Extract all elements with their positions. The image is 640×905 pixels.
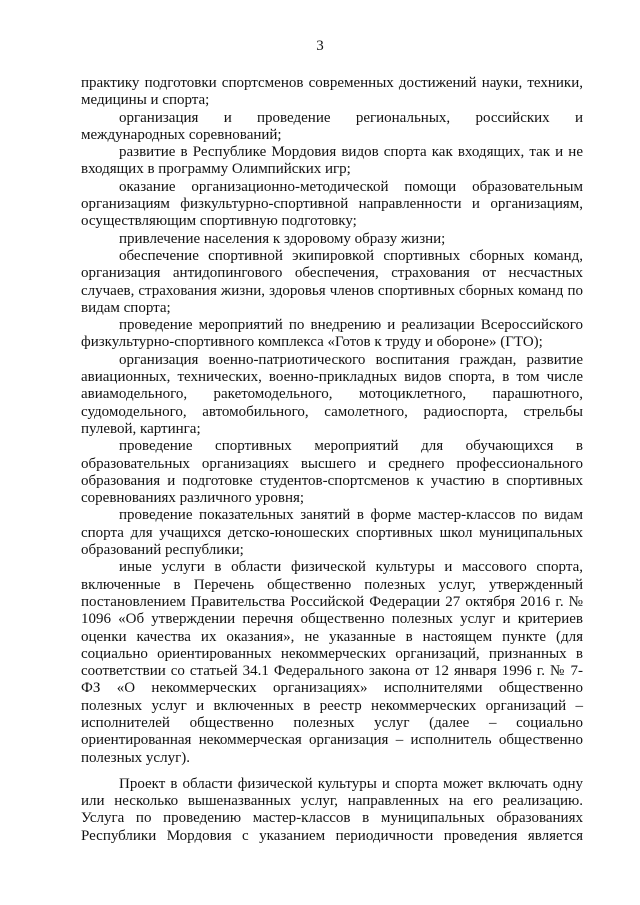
paragraph-military-patriotic: организация военно-патриотического воспитания граждан, развитие авиационных, технических, военно-прикладных видов спорта, в том числе авиамодельного, ракетомодельного, мотоциклетного, парашютного, судомодельного, автомобильного, самолетного, радиоспорта, стрельбы пулевой, картинга;: [81, 351, 583, 437]
paragraph-project: Проект в области физической культуры и спорта может включать одну или несколько вышеназванных услуг, направленных на его реализацию. Услуга по проведению мастер-классов в муниципальных образованиях Республики Мордовия с указанием периодичности проведения является: [81, 775, 583, 844]
paragraph-equipment: обеспечение спортивной экипировкой спортивных сборных команд, организация антидопингового обеспечения, страхования от несчастных случаев, страхования жизни, здоровья членов спортивных сборных команд по видам спорта;: [81, 247, 583, 316]
page-number: 3: [316, 38, 324, 54]
paragraph-student-events: проведение спортивных мероприятий для обучающихся в образовательных организациях высшего и среднего профессионального образования и подготовке студентов-спортсменов к участию в спортивных соревнованиях различного уровня;: [81, 438, 583, 507]
paragraph-science-practice: практику подготовки спортсменов современных достижений науки, техники, медицины и спорта;: [81, 75, 583, 109]
paragraph-competitions: организация и проведение региональных, российских и международных соревнований;: [81, 109, 583, 143]
paragraph-methodical-help: оказание организационно-методической помощи образовательным организациям физкультурно-спортивной направленности и организациям, осуществляющим спортивную подготовку;: [81, 178, 583, 230]
paragraph-other-services: иные услуги в области физической культуры и массового спорта, включенные в Перечень общественно полезных услуг, утвержденный постановлением Правительства Российской Федерации 27 октября 2016 г. № 1096 «Об утверждении перечня общественно полезных услуг и критериев оценки качества их оказания», не указанные в настоящем пункте (для социально ориентированных некоммерческих организаций, признанных в соответствии со статьей 34.1 Федерального закона от 12 января 1996 г. № 7-ФЗ «О некоммерческих организациях» исполнителями общественно полезных услуг и включенных в реестр некоммерческих организаций – исполнителей общественно полезных услуг (далее – социально ориентированная некоммерческая организация – исполнитель общественно полезных услуг).: [81, 559, 583, 766]
paragraph-master-classes: проведение показательных занятий в форме мастер-классов по видам спорта для учащихся детско-юношеских спортивных школ муниципальных образований республики;: [81, 507, 583, 559]
paragraph-healthy-lifestyle: привлечение населения к здоровому образу жизни;: [119, 230, 446, 247]
body-text: [81, 75, 583, 845]
paragraph-sports-development: развитие в Республике Мордовия видов спорта как входящих, так и не входящих в программу Олимпийских игр;: [81, 144, 583, 178]
paragraph-gto: проведение мероприятий по внедрению и реализации Всероссийского физкультурно-спортивного комплекса «Готов к труду и обороне» (ГТО);: [81, 317, 583, 351]
